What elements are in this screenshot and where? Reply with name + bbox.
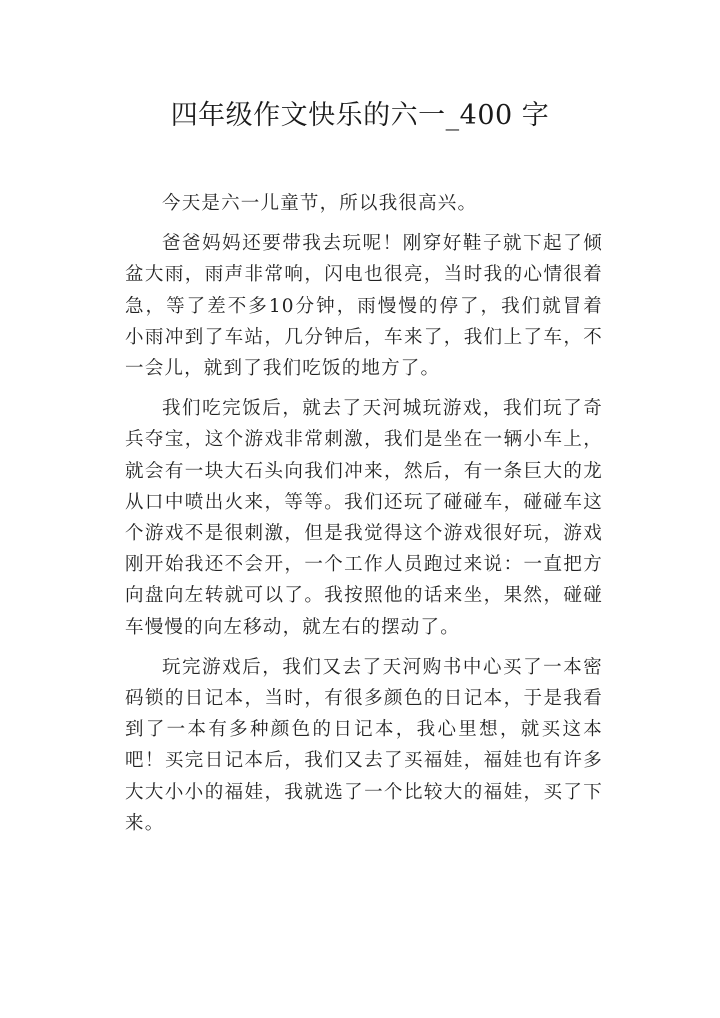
paragraph-4: 玩完游戏后，我们又去了天河购书中心买了一本密码锁的日记本，当时，有很多颜色的日记本，于是我看到了一本有多种颜色的日记本，我心里想，就买这本吧！买完日记本后，我们又去了买福娃，福娃也有许多大大小小的福娃，我就选了一个比较大的福娃，买了下来。 bbox=[125, 656, 603, 834]
paragraph-2: 爸爸妈妈还要带我去玩呢！刚穿好鞋子就下起了倾盆大雨，雨声非常响，闪电也很亮，当时我的心情很着急，等了差不多10分钟，雨慢慢的停了，我们就冒着小雨冲到了车站，几分钟后，车来了，我们上了车，不一会儿，就到了我们吃饭的地方了。 bbox=[125, 233, 603, 380]
paragraph-3: 我们吃完饭后，就去了天河城玩游戏，我们玩了奇兵夺宝，这个游戏非常刺激，我们是坐在一辆小车上，就会有一块大石头向我们冲来，然后，有一条巨大的龙从口中喷出火来，等等。我们还玩了碰碰车，碰碰车这个游戏不是很刺激，但是我觉得这个游戏很好玩，游戏刚开始我还不会开，一个工作人员跑过来说：一直把方向盘向左转就可以了。我按照他的话来坐，果然，碰碰车慢慢的向左移动，就左右的摆动了。 bbox=[125, 398, 603, 638]
document-title: 四年级作文快乐的六一_400 字 bbox=[170, 100, 550, 131]
document-body bbox=[125, 188, 603, 839]
paragraph-1: 今天是六一儿童节，所以我很高兴。 bbox=[162, 193, 478, 214]
